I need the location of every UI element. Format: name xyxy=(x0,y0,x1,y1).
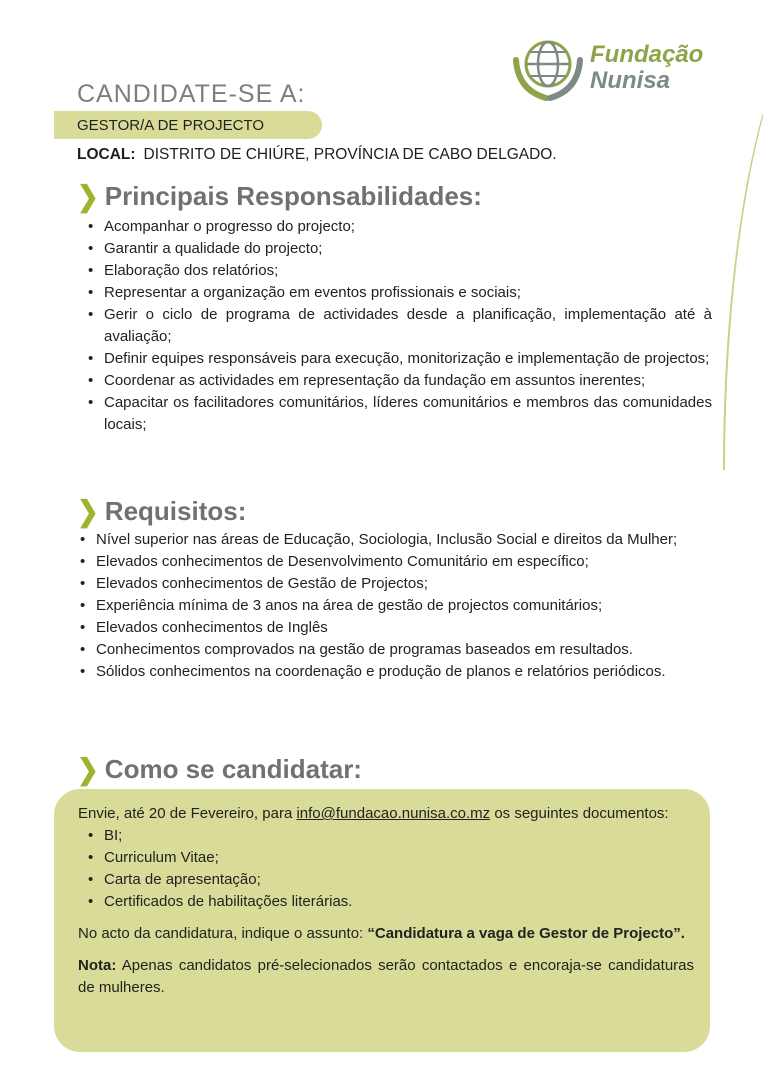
logo-line-2: Nunisa xyxy=(590,67,671,94)
apply-content xyxy=(78,803,694,999)
requirements-heading-text: Requisitos: xyxy=(104,496,247,526)
subject-text: “Candidatura a vaga de Gestor de Projecto”. xyxy=(367,925,685,942)
note-line xyxy=(78,955,694,999)
list-item: • Nível superior nas áreas de Educação, Sociologia, Inclusão Social e direitos da Mulher; xyxy=(78,529,712,551)
email-link[interactable]: info@fundacao.nunisa.co.mz xyxy=(296,805,491,822)
list-item: • Experiência mínima de 3 anos na área de gestão de projectos comunitários; xyxy=(78,595,712,617)
list-item: • BI; xyxy=(78,825,694,847)
list-item: • Carta de apresentação; xyxy=(78,869,694,891)
responsibilities-list xyxy=(82,216,712,436)
logo-line-1: Fundação xyxy=(590,41,704,68)
note-text: Apenas candidatos pré-selecionados serão contactados e encoraja-se candidaturas de mulheres. xyxy=(78,957,695,996)
fundacao-nunisa-logo xyxy=(512,30,722,110)
subject-line: No acto da candidatura, indique o assunto: “Candidatura a vaga de Gestor de Projecto”. xyxy=(78,925,685,942)
list-item: • Elevados conhecimentos de Gestão de Projectos; xyxy=(78,573,712,595)
list-item: • Elevados conhecimentos de Inglês xyxy=(78,617,712,639)
page-title: CANDIDATE-SE A: xyxy=(77,80,306,108)
list-item: • Elaboração dos relatórios; xyxy=(82,260,712,282)
list-item: • Definir equipes responsáveis para execução, monitorização e implementação de projectos; xyxy=(82,348,712,370)
location-label: LOCAL: xyxy=(77,146,136,163)
chevron-right-icon: ❯ xyxy=(77,752,99,786)
list-item: • Curriculum Vitae; xyxy=(78,847,694,869)
location-value: DISTRITO DE CHIÚRE, PROVÍNCIA DE CABO DELGADO. xyxy=(143,146,557,163)
requirements-heading xyxy=(77,496,246,527)
decorative-arc xyxy=(723,0,763,470)
list-item: • Sólidos conhecimentos na coordenação e produção de planos e relatórios periódicos. xyxy=(78,661,712,683)
position-title: GESTOR/A DE PROJECTO xyxy=(77,117,264,134)
documents-list xyxy=(78,825,694,913)
list-item: • Acompanhar o progresso do projecto; xyxy=(82,216,712,238)
chevron-right-icon: ❯ xyxy=(77,179,99,213)
list-item: • Garantir a qualidade do projecto; xyxy=(82,238,712,260)
list-item: • Capacitar os facilitadores comunitários, líderes comunitários e membros das comunidades locais; xyxy=(82,392,712,436)
list-item: • Representar a organização em eventos profissionais e sociais; xyxy=(82,282,712,304)
responsibilities-heading xyxy=(77,181,482,212)
list-item: • Gerir o ciclo de programa de actividades desde a planificação, implementação até à avaliação; xyxy=(82,304,712,348)
location-line xyxy=(77,146,557,164)
globe-hands-icon xyxy=(512,30,584,102)
requirements-list xyxy=(78,529,712,683)
list-item: • Coordenar as actividades em representação da fundação em assuntos inerentes; xyxy=(82,370,712,392)
list-item: • Elevados conhecimentos de Desenvolvimento Comunitário em específico; xyxy=(78,551,712,573)
apply-heading-text: Como se candidatar: xyxy=(104,754,362,784)
apply-intro: Envie, até 20 de Fevereiro, para info@fundacao.nunisa.co.mz os seguintes documentos: xyxy=(78,805,669,822)
list-item: • Certificados de habilitações literárias. xyxy=(78,891,694,913)
note-label: Nota: xyxy=(78,957,117,974)
apply-heading xyxy=(77,754,362,785)
responsibilities-heading-text: Principais Responsabilidades: xyxy=(104,181,482,211)
chevron-right-icon: ❯ xyxy=(77,494,99,528)
list-item: • Conhecimentos comprovados na gestão de programas baseados em resultados. xyxy=(78,639,712,661)
